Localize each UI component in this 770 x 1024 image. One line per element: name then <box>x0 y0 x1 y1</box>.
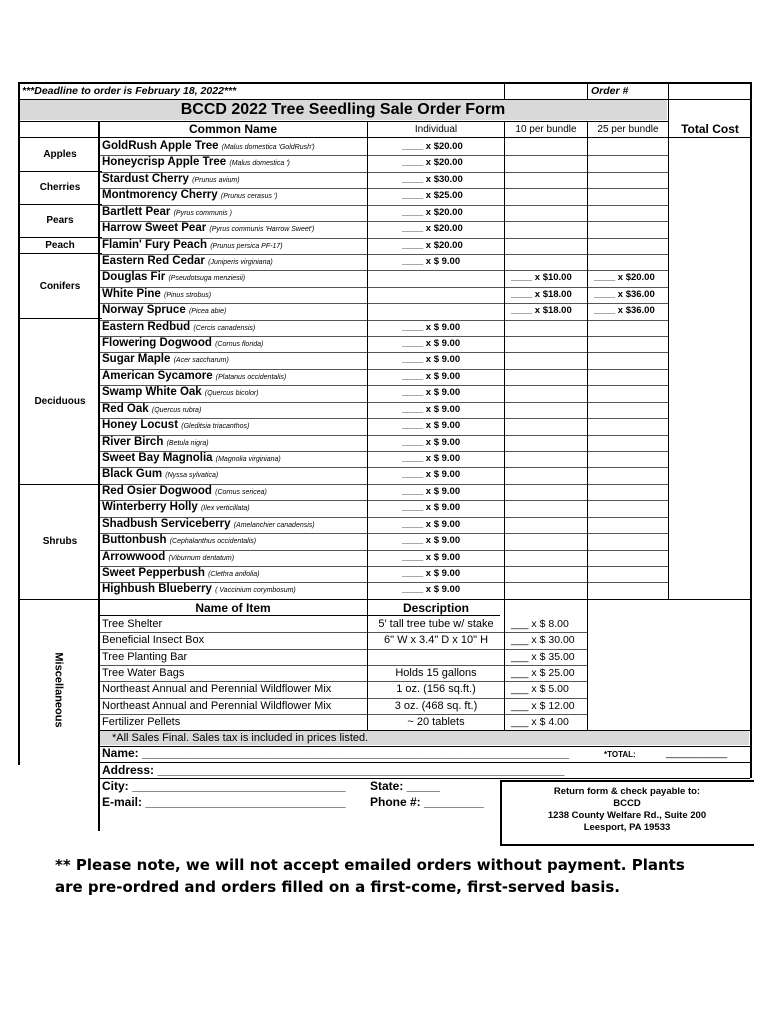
individual-price[interactable]: ____ x $30.00 <box>402 173 463 185</box>
tree-common-name: Black Gum <box>102 468 163 481</box>
tree-scientific-name: (Cephalanthus occidentalis) <box>169 538 257 546</box>
tree-scientific-name: (Gleditsia triacanthos) <box>181 423 250 431</box>
individual-price[interactable]: ____ x $ 9.00 <box>402 551 461 563</box>
tree-row-name <box>102 568 259 580</box>
tree-common-name: River Birch <box>102 435 164 448</box>
tree-scientific-name: (Magnolia virginiana) <box>215 455 281 463</box>
misc-item-price[interactable]: ___ x $ 5.00 <box>511 683 569 696</box>
tree-common-name: Arrowwood <box>102 550 166 563</box>
bundle10-price[interactable]: ____ x $10.00 <box>511 272 572 284</box>
misc-item-description: 6" W x 3.4" D x 10" H <box>383 634 489 647</box>
order-number-label: Order # <box>591 85 629 97</box>
category-shrubs: Shrubs <box>42 536 78 547</box>
tree-scientific-name: (Quercus rubra) <box>151 406 202 414</box>
individual-price[interactable]: ____ x $ 9.00 <box>402 485 461 497</box>
sales-note: *All Sales Final. Sales tax is included in prices listed. <box>112 732 369 744</box>
bundle25-price[interactable]: ____ x $36.00 <box>594 305 655 317</box>
tree-common-name: Winterberry Holly <box>102 501 198 514</box>
form-title: BCCD 2022 Tree Seedling Sale Order Form <box>180 101 506 118</box>
tree-scientific-name: (Betula nigra) <box>166 439 209 447</box>
individual-price[interactable]: ____ x $ 9.00 <box>402 535 461 547</box>
total-label: *TOTAL: <box>604 750 636 759</box>
tree-common-name: Sugar Maple <box>102 353 171 366</box>
state-field[interactable]: State: _____ <box>370 779 441 793</box>
category-deciduous: Deciduous <box>34 396 86 407</box>
individual-price[interactable]: ____ x $20.00 <box>402 157 463 169</box>
tree-row-name <box>102 338 263 350</box>
tree-row-name <box>102 420 249 432</box>
misc-item-name: Tree Water Bags <box>102 666 185 679</box>
tree-scientific-name: (Platanus occidentalis) <box>215 373 287 381</box>
tree-row-name <box>102 453 281 465</box>
category-conifers: Conifers <box>39 281 81 292</box>
tree-row-name <box>102 289 211 301</box>
bundle25-price[interactable]: ____ x $36.00 <box>594 288 655 300</box>
misc-item-description: ~ 20 tablets <box>407 715 465 728</box>
individual-price[interactable]: ____ x $20.00 <box>402 206 463 218</box>
misc-col-name: Name of Item <box>195 601 271 615</box>
address-field[interactable]: Address: _____________________________________________________________ <box>102 763 565 777</box>
tree-common-name: Red Oak <box>102 402 149 415</box>
tree-row-name <box>102 469 218 481</box>
tree-row-name <box>102 305 226 317</box>
individual-price[interactable]: ____ x $ 9.00 <box>402 338 461 350</box>
tree-row-name <box>102 437 209 449</box>
payment-notice: ** Please note, we will not accept emailed orders without payment. Plants are pre-ordred and orders filled on a first-come, first-served basis. <box>55 856 685 896</box>
tree-scientific-name: (Cercis canadensis) <box>193 324 256 332</box>
tree-common-name: Red Osier Dogwood <box>102 484 212 497</box>
tree-row-name <box>102 584 296 596</box>
category-apples: Apples <box>43 149 77 160</box>
tree-row-name <box>102 240 283 252</box>
tree-common-name: Bartlett Pear <box>102 205 171 218</box>
individual-price[interactable]: ____ x $ 9.00 <box>402 387 461 399</box>
tree-scientific-name: (Viburnum dentatum) <box>168 554 235 562</box>
col-individual: Individual <box>414 124 458 135</box>
tree-row-name <box>102 141 315 153</box>
bundle25-price[interactable]: ____ x $20.00 <box>594 272 655 284</box>
tree-row-name <box>102 223 314 235</box>
misc-item-price[interactable]: ___ x $ 4.00 <box>511 715 569 728</box>
tree-common-name: Honeycrisp Apple Tree <box>102 156 227 169</box>
misc-item-description: 3 oz. (468 sq. ft.) <box>394 699 478 712</box>
misc-item-description: Holds 15 gallons <box>395 666 477 679</box>
tree-common-name: Shadbush Serviceberry <box>102 517 231 530</box>
tree-scientific-name: (Amelanchier canadensis) <box>233 521 315 529</box>
tree-scientific-name: (Prunus persica PF-17) <box>210 242 283 250</box>
tree-common-name: American Sycamore <box>102 369 213 382</box>
tree-row-name <box>102 502 250 514</box>
individual-price[interactable]: ____ x $ 9.00 <box>402 518 461 530</box>
phone-field[interactable]: Phone #: _________ <box>370 796 485 808</box>
col-10-per-bundle: 10 per bundle <box>515 124 577 135</box>
tree-common-name: Eastern Red Cedar <box>102 254 205 267</box>
tree-common-name: GoldRush Apple Tree <box>102 140 219 152</box>
tree-scientific-name: (Prunus cerasus ') <box>220 193 278 201</box>
individual-price[interactable]: ____ x $ 9.00 <box>402 321 461 333</box>
tree-row-name <box>102 519 315 531</box>
individual-price[interactable]: ____ x $ 9.00 <box>402 584 461 596</box>
bundle10-price[interactable]: ____ x $18.00 <box>511 305 572 317</box>
tree-common-name: Stardust Cherry <box>102 172 189 185</box>
individual-price[interactable]: ____ x $ 9.00 <box>402 420 461 432</box>
tree-row-name <box>102 190 277 202</box>
individual-price[interactable]: ____ x $ 9.00 <box>402 502 461 514</box>
tree-scientific-name: (Pyrus communis ) <box>173 209 232 217</box>
misc-item-name: Beneficial Insect Box <box>102 634 205 647</box>
category-pears: Pears <box>46 215 74 226</box>
tree-scientific-name: (Pyrus communis 'Harrow Sweet') <box>209 226 315 234</box>
return-line-2: BCCD <box>613 798 641 809</box>
tree-scientific-name: (Pseudotsuga menziesii) <box>168 275 246 283</box>
category-cherries: Cherries <box>39 182 81 193</box>
tree-common-name: Eastern Redbud <box>102 320 191 333</box>
tree-common-name: Montmorency Cherry <box>102 189 218 202</box>
individual-price[interactable]: ____ x $ 9.00 <box>402 370 461 382</box>
city-field[interactable]: City: ________________________________ <box>102 779 346 793</box>
tree-common-name: Flowering Dogwood <box>102 337 212 350</box>
tree-common-name: White Pine <box>102 287 161 300</box>
tree-scientific-name: (Nyssa sylvatica) <box>165 472 219 480</box>
individual-price[interactable]: ____ x $20.00 <box>402 223 463 235</box>
misc-item-name: Northeast Annual and Perennial Wildflower Mix <box>102 683 332 696</box>
tree-scientific-name: (Picea abie) <box>188 308 227 316</box>
individual-price[interactable]: ____ x $ 9.00 <box>402 354 461 366</box>
misc-item-price[interactable]: ___ x $ 35.00 <box>511 650 575 663</box>
name-field[interactable]: Name: ________________________________________________________________ <box>102 746 570 760</box>
tree-common-name: Honey Locust <box>102 419 179 432</box>
tree-row-name <box>102 272 245 284</box>
deadline-text: ***Deadline to order is February 18, 2022*** <box>22 85 237 97</box>
tree-scientific-name: (Ilex verticillata) <box>200 505 250 513</box>
tree-row-name <box>102 486 267 498</box>
tree-row-name <box>102 387 259 399</box>
tree-row-name <box>102 552 234 564</box>
tree-scientific-name: (Juniperis virginiana) <box>208 258 273 266</box>
misc-item-name: Tree Planting Bar <box>102 650 188 663</box>
tree-scientific-name: (Malus domestica 'GoldRush') <box>221 144 315 151</box>
tree-common-name: Douglas Fir <box>102 271 166 284</box>
bundle10-price[interactable]: ____ x $18.00 <box>511 288 572 300</box>
tree-row-name <box>102 371 286 383</box>
tree-row-name <box>102 207 232 219</box>
individual-price[interactable]: ____ x $ 9.00 <box>402 452 461 464</box>
individual-price[interactable]: ____ x $20.00 <box>402 141 463 152</box>
category-miscellaneous: Miscellaneous <box>52 652 65 728</box>
tree-common-name: Buttonbush <box>102 534 167 547</box>
tree-common-name: Sweet Pepperbush <box>102 566 205 579</box>
tree-common-name: Flamin' Fury Peach <box>102 238 207 251</box>
tree-scientific-name: (Clethra anifolia) <box>208 570 260 578</box>
tree-row-name <box>102 354 229 366</box>
tree-row-name <box>102 174 240 186</box>
individual-price[interactable]: ____ x $25.00 <box>402 190 463 202</box>
individual-price[interactable]: ____ x $20.00 <box>402 239 463 251</box>
tree-row-name <box>102 404 201 416</box>
return-line-4: Leesport, PA 19533 <box>583 822 671 833</box>
col-total-cost: Total Cost <box>681 122 739 136</box>
misc-item-description: 5' tall tree tube w/ stake <box>378 618 494 630</box>
tree-scientific-name: (Prunus avium) <box>192 176 240 184</box>
tree-common-name: Highbush Blueberry <box>102 583 212 596</box>
tree-scientific-name: (Pinus strobus) <box>163 291 212 299</box>
col-25-per-bundle: 25 per bundle <box>597 124 659 135</box>
tree-scientific-name: (Cornus florida) <box>215 341 264 349</box>
tree-scientific-name: (Cornus sericea) <box>215 488 267 496</box>
category-peach: Peach <box>45 240 75 251</box>
misc-item-price[interactable]: ___ x $ 12.00 <box>511 699 575 712</box>
tree-common-name: Sweet Bay Magnolia <box>102 451 213 464</box>
tree-scientific-name: ( Vaccinium corymbosum) <box>215 587 296 595</box>
misc-item-price[interactable]: ___ x $ 8.00 <box>511 618 569 630</box>
total-field[interactable]: ___________ <box>666 748 728 759</box>
misc-item-description: 1 oz. (156 sq.ft.) <box>396 683 476 696</box>
tree-scientific-name: (Quercus bicolor) <box>204 390 259 398</box>
misc-item-name: Tree Shelter <box>102 618 163 630</box>
tree-common-name: Norway Spruce <box>102 304 186 317</box>
tree-scientific-name: (Acer saccharum) <box>173 357 229 365</box>
tree-common-name: Harrow Sweet Pear <box>102 222 207 235</box>
individual-price[interactable]: ____ x $ 9.00 <box>402 436 461 448</box>
individual-price[interactable]: ____ x $ 9.00 <box>402 403 461 415</box>
return-line-3: 1238 County Welfare Rd., Suite 200 <box>547 810 707 821</box>
individual-price[interactable]: ____ x $ 9.00 <box>402 255 461 267</box>
email-field[interactable]: E-mail: ______________________________ <box>102 795 346 809</box>
individual-price[interactable]: ____ x $ 9.00 <box>402 567 461 579</box>
individual-price[interactable]: ____ x $ 9.00 <box>402 469 461 481</box>
misc-item-price[interactable]: ___ x $ 30.00 <box>511 634 575 647</box>
misc-item-name: Northeast Annual and Perennial Wildflower Mix <box>102 699 332 712</box>
tree-row-name <box>102 322 255 334</box>
tree-row-name <box>102 535 256 547</box>
return-line-1: Return form & check payable to: <box>553 786 701 797</box>
tree-row-name <box>102 256 273 268</box>
tree-row-name <box>102 157 290 169</box>
misc-item-price[interactable]: ___ x $ 25.00 <box>511 666 575 679</box>
misc-col-description: Description <box>402 601 469 615</box>
col-common-name: Common Name <box>188 122 277 136</box>
misc-item-name: Fertilizer Pellets <box>102 715 181 728</box>
tree-common-name: Swamp White Oak <box>102 386 202 399</box>
tree-scientific-name: (Malus domestica ') <box>229 160 290 168</box>
